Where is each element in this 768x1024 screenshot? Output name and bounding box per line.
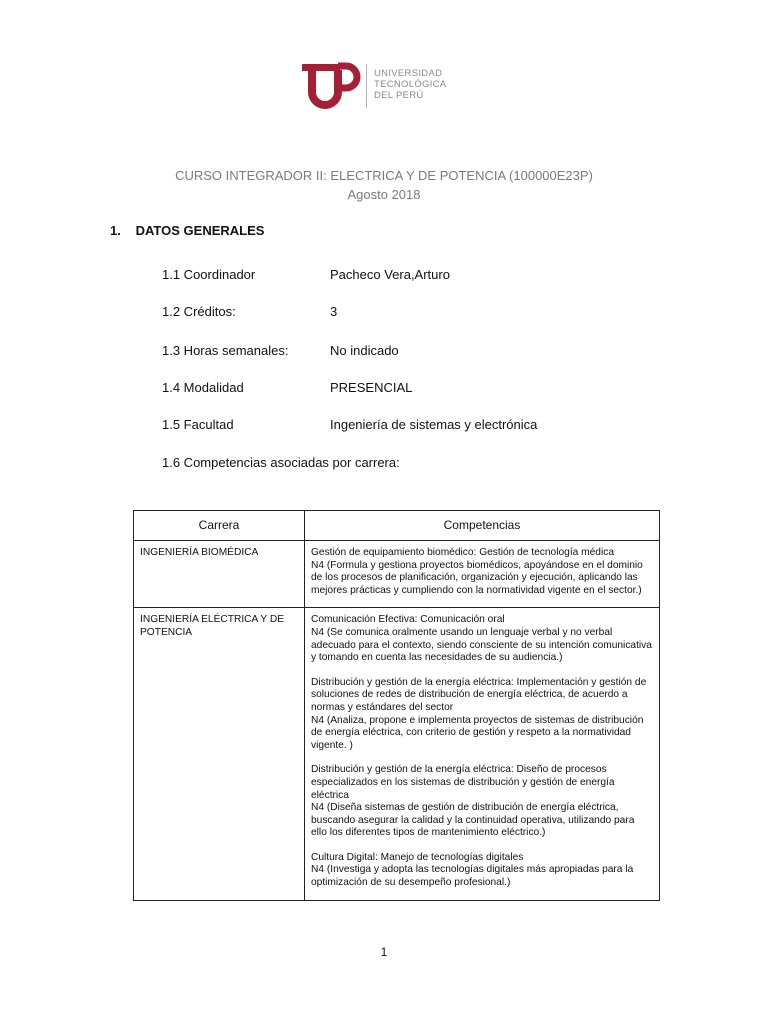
utp-logo: [298, 54, 468, 120]
course-date: Agosto 2018: [347, 187, 421, 202]
logo-wordmark: [374, 68, 446, 101]
logo-line-3: DEL PERÚ: [374, 90, 424, 101]
competencia-block: Distribución y gestión de la energía eléctrica: Implementación y gestión de soluciones de redes de distribución de energía eléctrica, de acuerdo a normas y estándares del sector N4 (Analiza, propone e implementa proyectos de sistemas de distribución de energía eléctrica, con criterio de gestión y respeto a la normatividad vigente. ): [311, 676, 647, 751]
table-row: [134, 541, 660, 608]
field-value: No indicado: [330, 343, 399, 358]
competencia-block: Distribución y gestión de la energía eléctrica: Diseño de procesos especializados en los sistemas de distribución y gestión de energía eléctrica N4 (Diseña sistemas de gestión de distribución de energía eléctrica, buscando asegurar la calidad y la continuidad operativa, utilizando para ello los diferentes tipos de mantenimiento eléctrico.): [311, 764, 635, 839]
competencias-heading: 1.6 Competencias asociadas por carrera:: [162, 455, 400, 470]
field-label: 1.2 Créditos:: [162, 304, 236, 319]
competencia-block: Comunicación Efectiva: Comunicación oral N4 (Se comunica oralmente usando un lenguaje verbal y no verbal adecuado para el contexto, siendo consciente de su intención comunicativa y tomando en cuenta las necesidades de su audiencia.): [311, 614, 652, 664]
utp-logo-mark-icon: [298, 56, 364, 116]
logo-line-1: UNIVERSIDAD: [374, 68, 443, 79]
competencias-cell: [305, 608, 660, 900]
competencias-cell: [305, 541, 660, 608]
table-row: [134, 608, 660, 900]
carrera-cell: INGENIERÍA ELÉCTRICA Y DE POTENCIA: [134, 608, 305, 900]
header-carrera: Carrera: [134, 511, 305, 541]
field-value: PRESENCIAL: [330, 380, 413, 395]
competencias-table: [133, 510, 660, 901]
field-label: 1.4 Modalidad: [162, 380, 244, 395]
competencia-block: Cultura Digital: Manejo de tecnologías digitales N4 (Investiga y adopta las tecnologías digitales más apropiadas para la optimización de su desempeño profesional.): [311, 851, 634, 889]
field-label: 1.1 Coordinador: [162, 267, 256, 282]
table-header-row: [134, 511, 660, 541]
field-value: Ingeniería de sistemas y electrónica: [330, 417, 538, 432]
table-body: [134, 541, 660, 901]
logo-line-2: TECNOLÓGICA: [374, 79, 447, 90]
section-number: 1.: [110, 223, 121, 238]
page-number: 1: [380, 945, 388, 959]
field-value: Pacheco Vera,Arturo: [330, 267, 450, 282]
section-heading: [110, 223, 264, 238]
field-label: 1.3 Horas semanales:: [162, 343, 289, 358]
field-value: 3: [330, 304, 338, 319]
logo-separator: [366, 64, 367, 108]
carrera-cell: INGENIERÍA BIOMÉDICA: [134, 541, 305, 608]
competencia-block: Gestión de equipamiento biomédico: Gestión de tecnología médica N4 (Formula y gestiona proyectos biomédicos, apoyándose en el dominio de los procesos de planificación, organización y ejecución, aplicando las mejores prácticas y cumpliendo con la normatividad vigente en el sector.): [311, 547, 643, 596]
field-label: 1.5 Facultad: [162, 417, 234, 432]
header-competencias: Competencias: [305, 511, 660, 541]
course-title: CURSO INTEGRADOR II: ELECTRICA Y DE POTENCIA (100000E23P): [175, 168, 593, 183]
section-title: DATOS GENERALES: [135, 223, 265, 238]
